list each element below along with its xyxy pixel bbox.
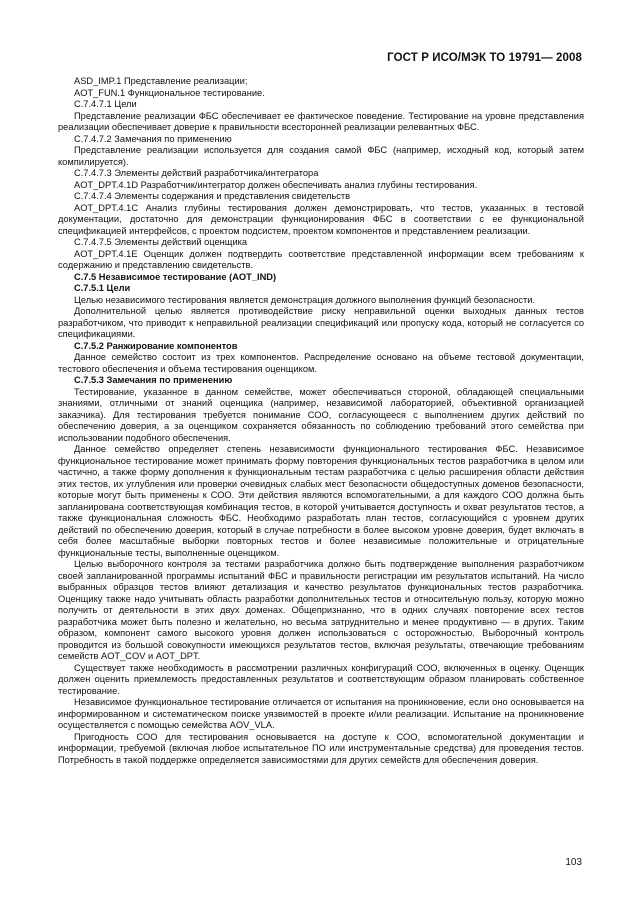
paragraph: Целью независимого тестирования является демонстрация должного выполнения функций безопасности. xyxy=(74,294,536,305)
paragraph: C.7.4.7.4 Элементы содержания и представления свидетельств xyxy=(74,191,351,201)
paragraph: C.7.4.7.1 Цели xyxy=(74,99,137,109)
page-number: 103 xyxy=(565,857,582,868)
paragraph: C.7.4.7.3 Элементы действий разработчика/интегратора xyxy=(74,168,319,178)
paragraph: Представление реализации используется для создания самой ФБС (например, исходный код, который затем компилируется). xyxy=(58,145,584,167)
document-header: ГОСТ Р ИСО/МЭК ТО 19791— 2008 xyxy=(387,52,582,64)
paragraph: AOT_DPT.4.1C Анализ глубины тестирования должен демонстрировать, что тестов, указанных в тестовой документации, достаточно для демонстрации функционирования ФБС в соответствии с ее функциональной спецификацией интерфейсов, с проектом подсистем, проектом компонентов и представлением реализации. xyxy=(58,202,584,236)
section-heading: C.7.5 Независимое тестирование (AOT_IND) xyxy=(74,271,277,282)
paragraph: Данное семейство определяет степень независимости функционального тестирования ФБС. Независимое функциональное тестирование может принимать форму повторения функциональных тестов разработчика в целом или частично, а также форму дополнения к функциональным тестам разработчика с целью расширения области действия этих тестов, их углубления или проверки очевидных слабых мест безопасности общедоступных доменов безопасности, которые могут быть применены к СОО. Эти действия являются вспомогательными, а для каждого СОО должна быть запланирована соответствующая комбинация тестов, в которой учитывается доступность и охват результатов тестов, а также функциональная сложность ФБС. Необходимо разработать план тестов, согласующийся с уровнем других действий по обеспечению доверия, который в случае потребности в более высоком уровне доверия, будет включать в себя более масштабные выборки повторных тестов и более независимые положительные и отрицательные функциональные тесты, выполненные оценщиком. xyxy=(58,444,584,558)
paragraph: C.7.4.7.5 Элементы действий оценщика xyxy=(74,237,248,247)
paragraph: AOT_DPT.4.1E Оценщик должен подтвердить соответствие представленной информации всем требованиям к содержанию и представлению свидетельств. xyxy=(58,248,584,270)
paragraph: C.7.4.7.2 Замечания по применению xyxy=(74,133,232,144)
paragraph: Целью выборочного контроля за тестами разработчика должно быть подтверждение выполнения разработчиком своей запланированной программы испытаний ФБС и правильности регистрации им результатов испытаний. На число выбранных образцов тестов влияют детализация и качество результатов функциональных тестов разработчика. Оценщику также надо учитывать область разработки дополнительных тестов и относительную пользу, которую можно получить от деятельности в этих двух доменах. Общепризнанно, что в одних случаях повторение всех тестов разработчика может быть полезно и желательно, но весьма затруднительно и менее продуктивно — в других. Таким образом, компонент самого высокого уровня должен использоваться с осторожностью. Выборочный контроль проводится из большой совокупности имеющихся результатов тестов, включая результаты, отвечающие требованиям семейств AOT_COV и AOT_DPT. xyxy=(58,559,584,661)
paragraph: AOT_DPT.4.1D Разработчик/интегратор должен обеспечивать анализ глубины тестирования. xyxy=(74,179,478,190)
paragraph: Пригодность СОО для тестирования основывается на доступе к СОО, вспомогательной документации и информации, требуемой (включая любое испытательное ПО или инструментальные средства) для проведения тестов. Потребность в такой поддержке определяется зависимостями для других семейств для обеспечения доверия. xyxy=(58,731,584,765)
section-heading: C.7.5.1 Цели xyxy=(74,283,131,293)
page-body xyxy=(58,76,584,766)
paragraph: Данное семейство состоит из трех компонентов. Распределение основано на объеме тестовой документации, тестового обеспечения и объема тестирования оценщиком. xyxy=(58,352,584,374)
paragraph: ASD_IMP.1 Представление реализации; xyxy=(74,76,248,86)
paragraph: Независимое функциональное тестирование отличается от испытания на проникновение, если оно основывается на информированном и систематическом поиске уязвимостей в проекте и/или реализации. Испытание на проникновение осуществляется с помощью семейства AOV_VLA. xyxy=(58,697,584,730)
section-heading: C.7.5.3 Замечания по применению xyxy=(74,375,233,385)
paragraph: AOT_FUN.1 Функциональное тестирование. xyxy=(74,87,265,98)
paragraph: Тестирование, указанное в данном семействе, может обеспечиваться стороной, обладающей специальными знаниями, отличными от знаний оценщика (например, независимой лабораторией, объективной организацией заказчика). Для тестирования требуется понимание СОО, согласующееся с выполнением других действий по обеспечению доверия, а за оценщиком сохраняется обязанность по соблюдению требований этого семейства при использовании подобного обеспечения. xyxy=(58,386,584,443)
paragraph: Представление реализации ФБС обеспечивает ее фактическое поведение. Тестирование на уровне представления реализации обеспечивает доверие к правильности всесторонней реализации релевантных ФБС. xyxy=(58,110,584,132)
paragraph: Существует также необходимость в рассмотрении различных конфигураций СОО, включенных в оценку. Оценщик должен оценить приемлемость предоставленных результатов и соответствующим образом планировать собственное тестирование. xyxy=(58,662,584,696)
paragraph: Дополнительной целью является противодействие риску неправильной оценки выходных данных тестов разработчиком, что приводит к неправильной реализации спецификаций или пропуску кода, который не согласуется со спецификациями. xyxy=(58,306,584,339)
section-heading: C.7.5.2 Ранжирование компонентов xyxy=(74,340,238,351)
